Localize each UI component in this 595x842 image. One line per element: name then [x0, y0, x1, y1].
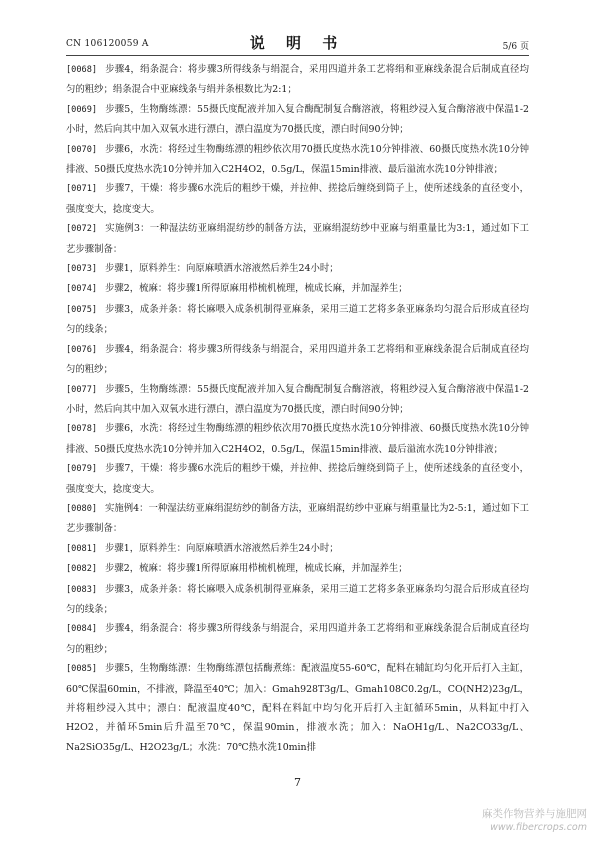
paragraph-text: 步骤7，干燥：将步骤6水洗后的粗纱干燥，并拉伸、搓捻后缠绕到筒子上，使所述线条的直径变小，强度变大，捻度变大。 — [66, 183, 529, 215]
paragraph-number: [0078] — [66, 424, 98, 435]
paragraph-text: 步骤1，原料养生：向原麻喷洒水溶液然后养生24小时； — [105, 263, 339, 275]
paragraph-text: 步骤3，成条并条：将长麻喂入成条机制得亚麻条，采用三道工艺将多条亚麻条均匀混合后形成直径均匀的线条； — [66, 303, 529, 336]
paragraph — [66, 140, 529, 180]
paragraph-text: 步骤6，水洗：将经过生物酶练漂的粗纱依次用70摄氏度热水洗10分钟排液、60摄氏度热水洗10分钟排液、50摄氏度热水洗10分钟并加入C2H4O2，0.5g/L，保温15min排液、最后溢流水洗10分钟排液； — [66, 143, 529, 176]
paragraph — [66, 419, 529, 459]
paragraph-text: 步骤4，绢条混合：将步骤3所得线条与绢混合，采用四道并条工艺将绢和亚麻线条混合后制成直径均匀的粗纱； — [66, 623, 529, 655]
paragraph-number: [0077] — [66, 384, 98, 395]
patent-number: CN 106120059 A — [66, 39, 149, 49]
paragraph-number: [0075] — [66, 304, 98, 315]
paragraph — [66, 340, 529, 380]
paragraph-text: 步骤3，成条并条：将长麻喂入成条机制得亚麻条，采用三道工艺将多条亚麻条均匀混合后形成直径均匀的线条； — [66, 583, 529, 615]
paragraph — [66, 179, 529, 219]
paragraph — [66, 60, 529, 100]
paragraph-text: 步骤7，干燥：将步骤6水洗后的粗纱干燥，并拉伸、搓捻后缠绕到筒子上，使所述线条的直径变小，强度变大，捻度变大。 — [66, 463, 529, 495]
paragraph-number: [0069] — [66, 104, 98, 115]
paragraph-number: [0084] — [66, 624, 98, 635]
paragraph-number: [0072] — [66, 224, 98, 235]
paragraph — [66, 279, 529, 299]
paragraph-number: [0071] — [66, 184, 98, 195]
paragraph-number: [0070] — [66, 144, 98, 155]
paragraph — [66, 259, 529, 279]
paragraph-number: [0079] — [66, 464, 98, 475]
paragraph-number: [0085] — [66, 664, 98, 675]
paragraph-number: [0076] — [66, 344, 98, 355]
paragraph-text: 步骤4，绢条混合：将步骤3所得线条与绢混合，采用四道并条工艺将绢和亚麻线条混合后制成直径均匀的粗纱；绢条混合中亚麻线条与绢并条根数比为2:1； — [66, 64, 529, 96]
paragraph — [66, 559, 529, 579]
paragraph-number: [0068] — [66, 65, 98, 75]
page-reference: 5/6 页 — [502, 42, 529, 52]
paragraph — [66, 580, 529, 620]
watermark — [447, 808, 587, 834]
paragraph-number: [0081] — [66, 543, 98, 554]
paragraph-number: [0074] — [66, 284, 98, 295]
page-header — [66, 32, 529, 54]
paragraph-number: [0082] — [66, 564, 98, 575]
paragraph — [66, 499, 529, 539]
paragraph-text: 步骤2，梳麻：将步骤1所得原麻用栉梳机梳理，梳成长麻，并加湿养生； — [105, 283, 408, 295]
header-divider — [66, 55, 529, 56]
paragraph — [66, 380, 529, 420]
paragraph — [66, 300, 529, 340]
paragraph-number: [0073] — [66, 264, 98, 275]
paragraph-text: 步骤1，原料养生：向原麻喷洒水溶液然后养生24小时； — [105, 542, 339, 554]
paragraph — [66, 100, 529, 140]
paragraph-text: 步骤4，绢条混合：将步骤3所得线条与绢混合，采用四道并条工艺将绢和亚麻线条混合后制成直径均匀的粗纱； — [66, 343, 529, 376]
document-title: 说 明 书 — [249, 34, 346, 52]
paragraph-text: 步骤5，生物酶练漂：55摄氏度配液并加入复合酶配制复合酶溶液，将粗纱浸入复合酶溶液中保温1-2小时，然后向其中加入双氧水进行漂白，漂白温度为70摄氏度，漂白时间90分钟； — [66, 383, 529, 415]
paragraph — [66, 219, 529, 259]
paragraph — [66, 659, 529, 757]
watermark-site-name: 麻类作物营养与施肥网 — [482, 808, 587, 820]
page-number: 7 — [294, 776, 301, 789]
paragraph — [66, 459, 529, 499]
paragraph-text: 步骤6，水洗：将经过生物酶练漂的粗纱依次用70摄氏度热水洗10分钟排液、60摄氏度热水洗10分钟排液、50摄氏度热水洗10分钟并加入C2H4O2，0.5g/L，保温15min排液、最后溢流水洗10分钟排液； — [66, 423, 529, 455]
paragraph-text: 步骤5，生物酶练漂：生物酶练漂包括酶煮练：配液温度55-60℃，配料在辅缸均匀化开后打入主缸，60℃保温60min，不排液，降温至40℃；加入：Gmah928T3g/L、Gmah108C0.2g/L，CO(NH2)23g/L，并将粗纱浸入其中；漂白：配液温度40℃，配料在料缸中均匀化开后打入主缸循环5min，从料缸中打入H2O2，并循环5min后升温至70℃，保温90min，排液水洗；加入：NaOH1g/L、Na2CO33g/L、Na2SiO35g/L、H2O23g/L；水洗：70℃热水洗10min排 — [66, 663, 529, 753]
paragraph — [66, 539, 529, 559]
paragraph-number: [0083] — [66, 584, 98, 595]
paragraph-text: 步骤2，梳麻：将步骤1所得原麻用栉梳机梳理，梳成长麻，并加湿养生； — [105, 563, 408, 575]
document-body — [66, 60, 529, 757]
paragraph-text: 实施例4：一种湿法纺亚麻绢混纺纱的制备方法，亚麻绢混纺纱中亚麻与绢重量比为2-5:1，通过如下工艺步骤制备： — [66, 502, 529, 535]
paragraph — [66, 619, 529, 659]
watermark-url: www.fibercrops.com — [490, 822, 587, 833]
paragraph-number: [0080] — [66, 503, 98, 514]
paragraph-text: 实施例3：一种湿法纺亚麻绢混纺纱的制备方法，亚麻绢混纺纱中亚麻与绢重量比为3:1，通过如下工艺步骤制备： — [66, 223, 529, 255]
paragraph-text: 步骤5，生物酶练漂：55摄氏度配液并加入复合酶配制复合酶溶液，将粗纱浸入复合酶溶液中保温1-2小时，然后向其中加入双氧水进行漂白，漂白温度为70摄氏度，漂白时间90分钟； — [66, 103, 529, 136]
